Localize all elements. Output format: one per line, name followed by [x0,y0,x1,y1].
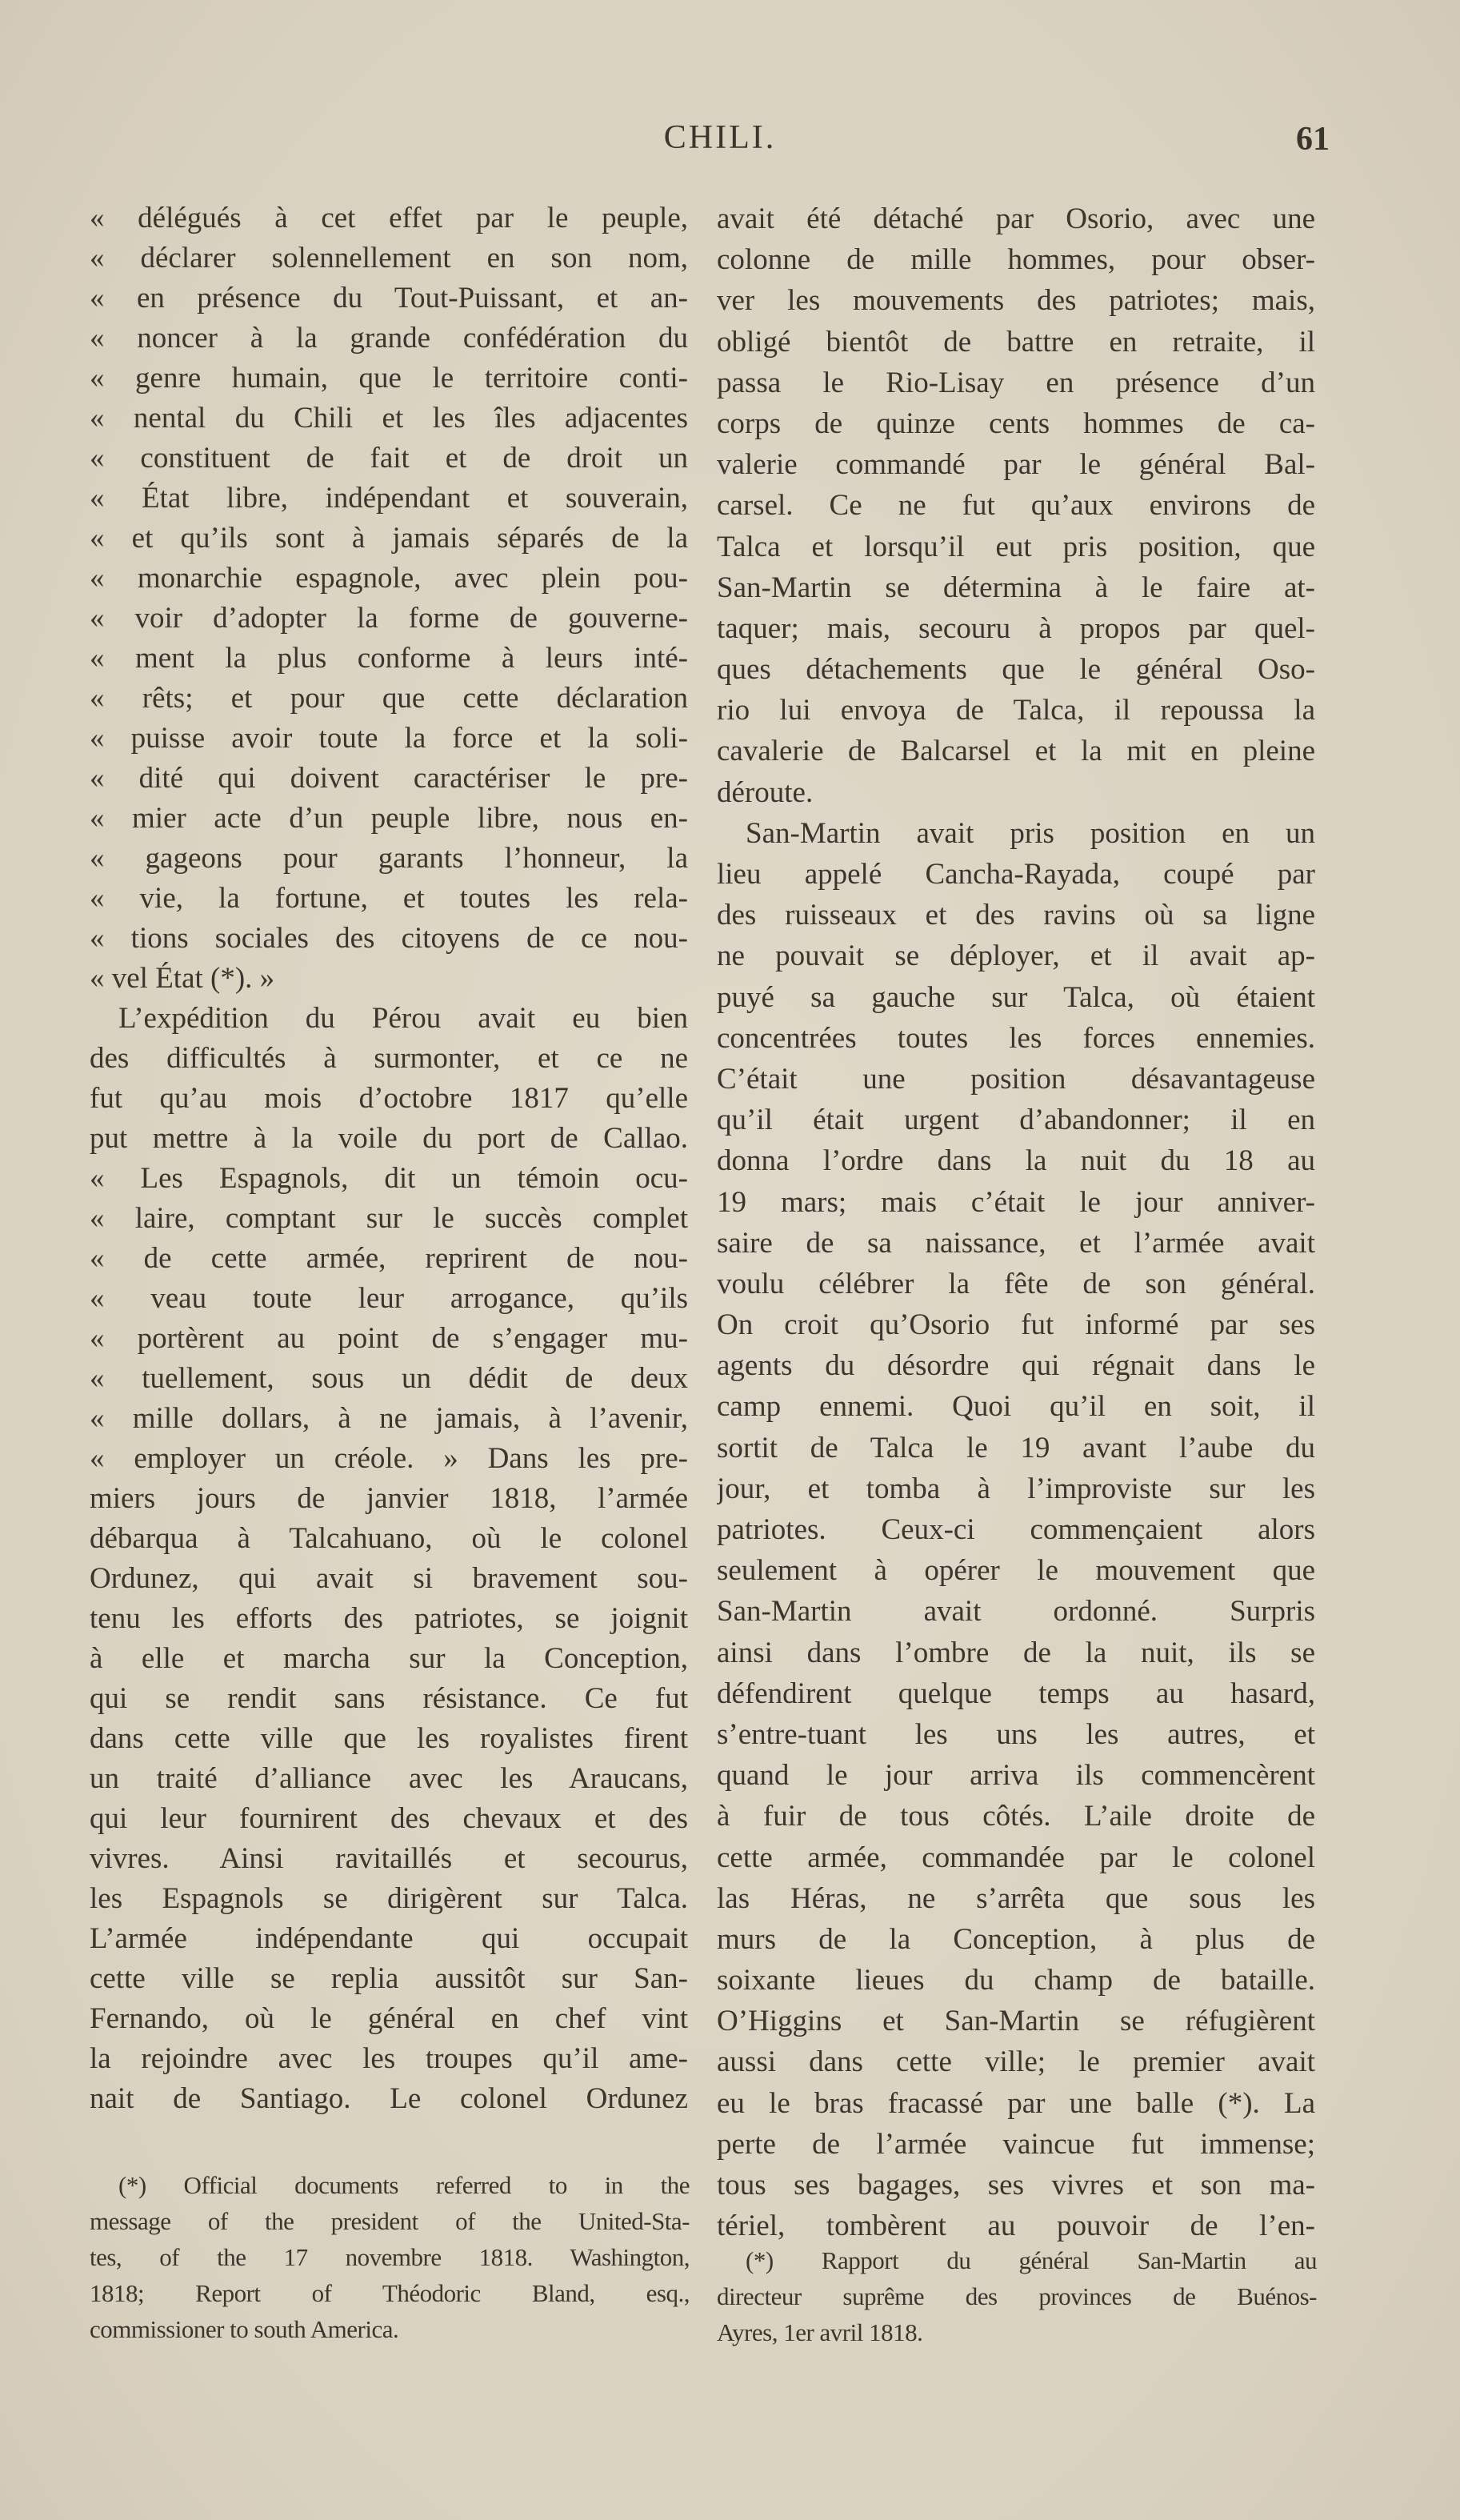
text-line: qu’il était urgent d’abandonner; il en [717,1104,1315,1137]
text-line: voulu célébrer la fête de son général. [717,1267,1315,1300]
text-line: ne pouvait se déployer, et il avait ap- [717,939,1315,973]
text-line: On croit qu’Osorio fut informé par ses [717,1308,1315,1342]
text-line: patriotes. Ceux-ci commençaient alors [717,1513,1315,1546]
text-line: la rejoindre avec les troupes qu’il ame- [90,2042,688,2075]
footnote-line: tes, of the 17 novembre 1818. Washington, [90,2243,690,2271]
text-line: seulement à opérer le mouvement que [717,1554,1315,1588]
text-line: put mettre à la voile du port de Callao. [90,1122,688,1155]
footnote-line: commissioner to south America. [90,2315,399,2343]
text-line: lieu appelé Cancha-Rayada, coupé par [717,858,1315,891]
text-line: des ruisseaux et des ravins où sa ligne [717,899,1315,932]
text-line: « en présence du Tout-Puissant, et an- [90,282,688,314]
text-line: « mier acte d’un peuple libre, nous en- [90,802,688,835]
text-line: 19 mars; mais c’était le jour anniver- [717,1185,1315,1219]
text-line: puyé sa gauche sur Talca, où étaient [717,980,1315,1014]
right-footnote [717,2242,1317,2350]
text-line: miers jours de janvier 1818, l’armée [90,1482,688,1515]
text-line: à fuir de tous côtés. L’aile droite de [717,1800,1315,1833]
text-line: concentrées toutes les forces ennemies. [717,1021,1315,1055]
text-line: murs de la Conception, à plus de [717,1922,1315,1956]
text-line: à elle et marcha sur la Conception, [90,1642,688,1675]
left-footnote [90,2167,690,2347]
footnote-line: (*) Rapport du général San-Martin au [746,2246,1317,2274]
text-line: tous ses bagages, ses vivres et son ma- [717,2169,1315,2201]
left-column [90,198,688,2119]
text-line: passa le Rio-Lisay en présence d’un [717,366,1315,399]
page-number: 61 [1296,121,1330,158]
text-line: taquer; mais, secouru à propos par quel- [717,611,1315,645]
text-line: agents du désordre qui régnait dans le [717,1349,1315,1383]
text-line: s’entre-tuant les uns les autres, et [717,1717,1315,1751]
text-line: soixante lieues du champ de bataille. [717,1964,1315,1997]
text-line: camp ennemi. Quoi qu’il en soit, il [717,1390,1315,1424]
footnote-line: 1818; Report of Théodoric Bland, esq., [90,2279,690,2307]
text-line: nait de Santiago. Le colonel Ordunez [90,2082,688,2115]
text-line: « ment la plus conforme à leurs inté- [90,642,688,675]
text-line: carsel. Ce ne fut qu’aux environs de [717,489,1315,523]
text-line: ques détachements que le général Oso- [717,653,1315,687]
text-line: « monarchie espagnole, avec plein pou- [90,562,688,595]
text-line: « genre humain, que le territoire conti- [90,362,688,395]
text-line: Ordunez, qui avait si bravement sou- [90,1562,688,1595]
text-line: vivres. Ainsi ravitaillés et secourus, [90,1842,688,1875]
text-line: L’armée indépendante qui occupait [90,1922,688,1955]
text-line: quand le jour arriva ils commencèrent [717,1759,1315,1793]
text-line: cette ville se replia aussitôt sur San- [90,1962,688,1995]
text-line: donna l’ordre dans la nuit du 18 au [717,1144,1315,1178]
text-line: cette armée, commandée par le colonel [717,1841,1315,1874]
text-line: qui leur fournirent des chevaux et des [90,1802,688,1835]
text-line: dans cette ville que les royalistes firent [90,1722,688,1755]
text-line: « vel État (*). » [90,962,275,995]
text-line: Fernando, où le général en chef vint [90,2002,688,2035]
text-line: las Héras, ne s’arrêta que sous les [717,1881,1315,1915]
text-line: « gageons pour garants l’honneur, la [90,842,688,875]
text-line: ainsi dans l’ombre de la nuit, ils se [717,1636,1315,1669]
text-line: « de cette armée, reprirent de nou- [90,1242,688,1275]
text-line: déroute. [717,775,814,809]
text-line: San-Martin se détermina à le faire at- [717,571,1315,604]
text-line: L’expédition du Pérou avait eu bien [118,1002,688,1035]
text-line: aussi dans cette ville; le premier avait [717,2045,1315,2079]
running-head: CHILI. [663,119,777,156]
text-line: « vie, la fortune, et toutes les rela- [90,882,688,915]
text-line: corps de quinze cents hommes de ca- [717,407,1315,440]
text-line: « portèrent au point de s’engager mu- [90,1322,688,1355]
text-line: « Les Espagnols, dit un témoin ocu- [90,1162,688,1195]
text-line: colonne de mille hommes, pour obser- [717,243,1315,277]
text-line: jour, et tomba à l’improviste sur les [717,1472,1315,1505]
text-line: fut qu’au mois d’octobre 1817 qu’elle [90,1082,688,1115]
text-line: « tions sociales des citoyens de ce nou- [90,922,688,955]
text-line: débarqua à Talcahuano, où le colonel [90,1522,688,1555]
text-line: eu le bras fracassé par une balle (*). La [717,2086,1315,2120]
text-line: Talca et lorsqu’il eut pris position, que [717,530,1315,563]
text-line: qui se rendit sans résistance. Ce fut [90,1682,688,1715]
text-line: « employer un créole. » Dans les pre- [90,1442,688,1475]
text-line: C’était une position désavantageuse [717,1062,1315,1096]
text-line: ver les mouvements des patriotes; mais, [717,284,1315,318]
text-line: rio lui envoya de Talca, il repoussa la [717,694,1315,727]
text-line: sortit de Talca le 19 avant l’aube du [717,1431,1315,1464]
text-line: cavalerie de Balcarsel et la mit en pleine [717,735,1315,768]
footnote-line: message of the president of the United-Sta- [90,2207,690,2235]
text-line: obligé bientôt de battre en retraite, il [717,325,1315,359]
text-line: perte de l’armée vaincue fut immense; [717,2127,1315,2161]
text-line: les Espagnols se dirigèrent sur Talca. [90,1882,688,1915]
text-line: saire de sa naissance, et l’armée avait [717,1226,1315,1260]
text-line: « noncer à la grande confédération du [90,322,688,355]
text-line: « mille dollars, à ne jamais, à l’avenir, [90,1402,688,1435]
text-line: des difficultés à surmonter, et ce ne [90,1042,688,1075]
footnote-line: Ayres, 1er avril 1818. [717,2318,923,2346]
text-line: défendirent quelque temps au hasard, [717,1677,1315,1710]
text-line: « dité qui doivent caractériser le pre- [90,762,688,795]
text-line: « nental du Chili et les îles adjacentes [90,402,688,435]
text-line: « État libre, indépendant et souverain, [90,482,688,515]
text-line: « laire, comptant sur le succès complet [90,1202,688,1235]
footnote-line: (*) Official documents referred to in the [118,2171,690,2199]
text-line: « voir d’adopter la forme de gouverne- [90,602,688,635]
text-line: « et qu’ils sont à jamais séparés de la [90,522,688,555]
text-line: « puisse avoir toute la force et la soli- [90,722,688,755]
text-line: « constituent de fait et de droit un [90,442,688,475]
right-column [717,198,1315,2246]
text-line: San-Martin avait pris position en un [746,816,1315,850]
text-line: avait été détaché par Osorio, avec une [717,202,1315,235]
text-line: « rêts; et pour que cette déclaration [90,682,688,715]
footnote-line: directeur suprême des provinces de Buénos- [717,2282,1317,2310]
text-line: « délégués à cet effet par le peuple, [90,202,688,234]
text-line: O’Higgins et San-Martin se réfugièrent [717,2005,1315,2038]
text-line: « déclarer solennellement en son nom, [90,242,688,274]
text-line: tenu les efforts des patriotes, se joignit [90,1602,688,1635]
text-line: valerie commandé par le général Bal- [717,448,1315,482]
text-line: tériel, tombèrent au pouvoir de l’en- [717,2210,1315,2243]
text-line: San-Martin avait ordonné. Surpris [717,1595,1315,1629]
text-line: « veau toute leur arrogance, qu’ils [90,1282,688,1315]
text-line: un traité d’alliance avec les Araucans, [90,1762,688,1795]
text-line: « tuellement, sous un dédit de deux [90,1362,688,1395]
